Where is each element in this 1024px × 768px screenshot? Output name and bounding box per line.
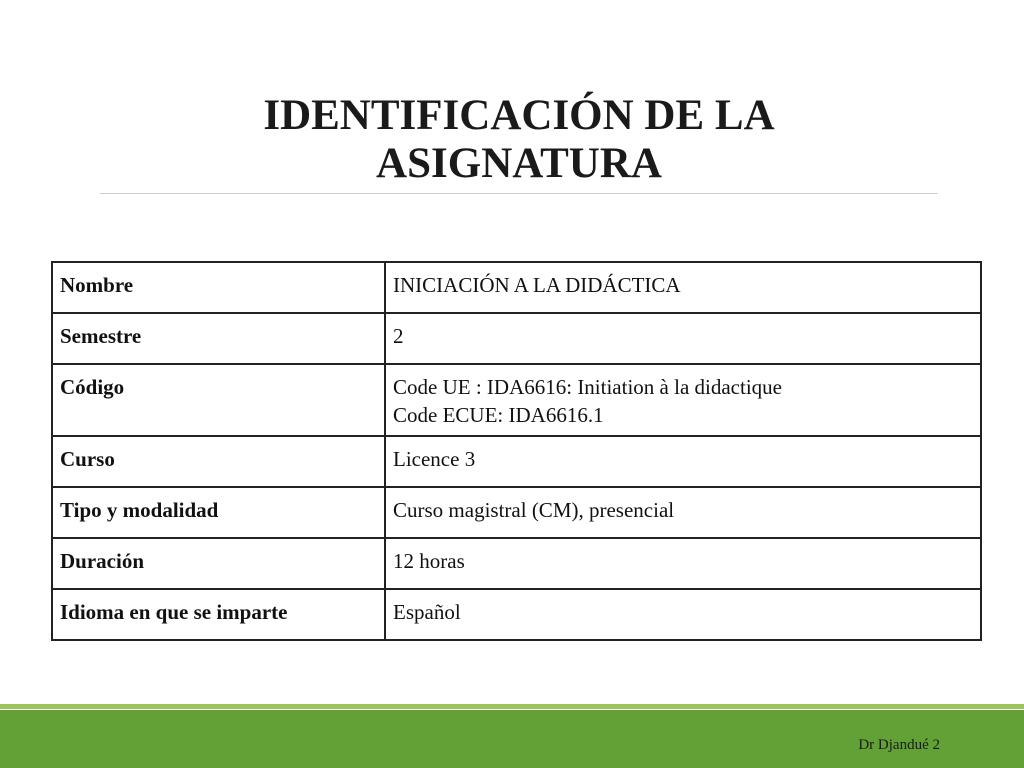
- footer-band-light: [0, 704, 1024, 709]
- row-value-line: INICIACIÓN A LA DIDÁCTICA: [393, 273, 681, 297]
- row-value-codigo: [385, 364, 981, 436]
- row-value-line: Code UE : IDA6616: Initiation à la didactique: [393, 375, 782, 399]
- row-label-curso: Curso: [52, 436, 385, 487]
- slide-title-line-2: ASIGNATURA: [376, 140, 662, 187]
- title-divider: [100, 193, 938, 194]
- row-label-semestre: Semestre: [52, 313, 385, 364]
- table-row-idioma: [52, 589, 981, 640]
- row-label-idioma: Idioma en que se imparte: [52, 589, 385, 640]
- table-row-curso: [52, 436, 981, 487]
- table-row-duracion: [52, 538, 981, 589]
- slide-title-line-1: IDENTIFICACIÓN DE LA: [263, 92, 775, 139]
- row-value-line: Licence 3: [393, 447, 476, 471]
- row-label-nombre: Nombre: [52, 262, 385, 313]
- row-value-line: Curso magistral (CM), presencial: [393, 498, 675, 522]
- row-label-duracion: Duración: [52, 538, 385, 589]
- row-value-duracion: [385, 538, 981, 589]
- table-row-tipo: [52, 487, 981, 538]
- row-label-tipo: Tipo y modalidad: [52, 487, 385, 538]
- row-value-semestre: [385, 313, 981, 364]
- row-value-line: Code ECUE: IDA6616.1: [393, 403, 604, 427]
- row-value-idioma: [385, 589, 981, 640]
- row-value-tipo: [385, 487, 981, 538]
- footer-author-page: Dr Djandué 2: [858, 737, 940, 753]
- table-row-codigo: [52, 364, 981, 436]
- row-value-line: 12 horas: [393, 549, 465, 573]
- course-info-table: [51, 261, 982, 641]
- row-value-line: Español: [393, 600, 461, 624]
- table-row-semestre: [52, 313, 981, 364]
- row-value-curso: [385, 436, 981, 487]
- slide-title: [100, 92, 938, 188]
- table-row-nombre: [52, 262, 981, 313]
- row-value-nombre: [385, 262, 981, 313]
- row-value-line: 2: [393, 324, 404, 348]
- row-label-codigo: Código: [52, 364, 385, 436]
